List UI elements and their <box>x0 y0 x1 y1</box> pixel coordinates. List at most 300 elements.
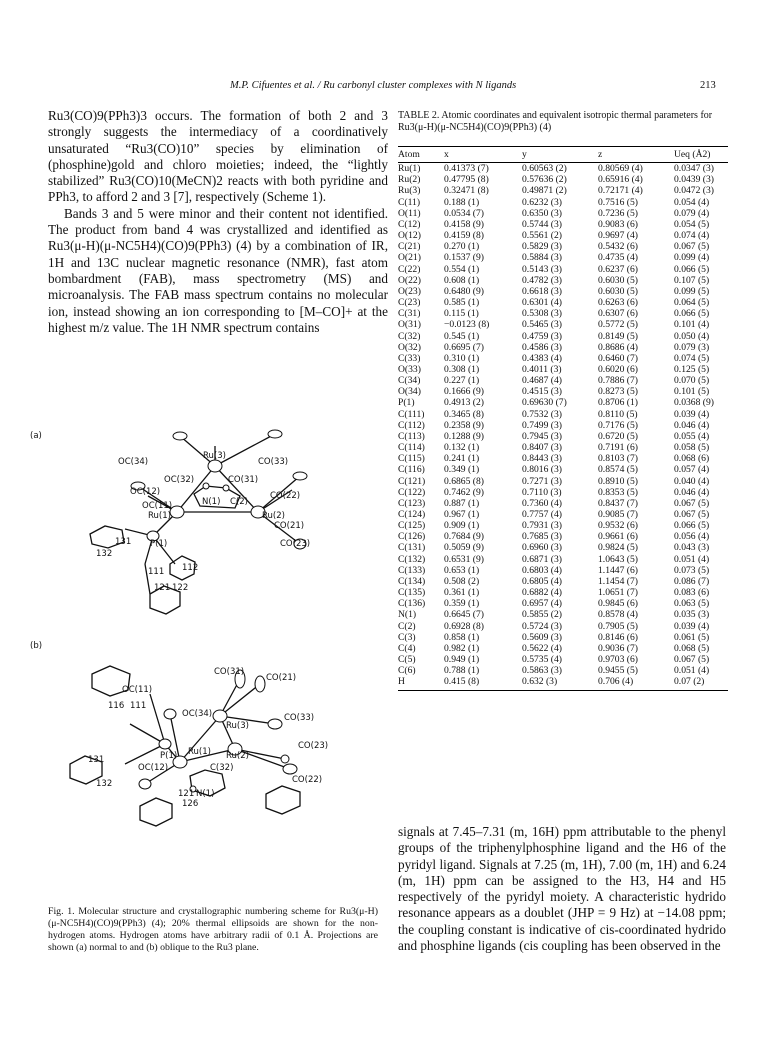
table-cell: 0.7757 (4) <box>522 509 562 520</box>
table-cell: 0.6237 (6) <box>598 263 638 275</box>
caption-text: Fig. 1. Molecular structure and crystallographic numbering scheme for Ru3(μ-H)(μ-NC5H4)(CO)9(PPh3) (4); 20% thermal ellipsoids are shown for the non-hydrogen atoms. Hydrogen atoms have arbitrary radii of 0.1 Å. Projections are shown (a) normal to and (b) oblique to the Ru3 plane. <box>48 906 378 953</box>
atom-label: OC(34) <box>118 457 149 467</box>
atom-label: Ru(2) <box>226 751 249 761</box>
atom-label: OC(12) <box>138 763 169 773</box>
atom-label: N(1) <box>196 789 215 799</box>
table-cell: 0.5308 (3) <box>522 308 562 320</box>
table-cell: 0.8146 (6) <box>598 631 638 643</box>
table-cell: C(4) <box>398 642 416 654</box>
table-cell: 0.1666 (9) <box>444 386 484 398</box>
table-cell: 0.4759 (3) <box>522 330 562 342</box>
table-cell: C(135) <box>398 587 426 599</box>
table-cell: 0.057 (4) <box>674 464 710 476</box>
table-cell: 0.7499 (3) <box>522 419 562 431</box>
table-cell: 0.5622 (4) <box>522 642 562 654</box>
table-cell: 0.6307 (6) <box>598 308 638 320</box>
table-cell: 0.9532 (6) <box>598 520 638 532</box>
table-cell: 0.8578 (4) <box>598 609 638 621</box>
table-cell: 0.125 (5) <box>674 363 710 375</box>
table-cell: 0.4158 (9) <box>444 218 484 230</box>
table-cell: 0.4735 (4) <box>598 252 638 264</box>
atom-label: CO(23) <box>298 741 329 751</box>
table-cell: 0.099 (5) <box>674 285 710 297</box>
table-cell: 0.1537 (9) <box>444 252 484 264</box>
table-cell: 0.8910 (5) <box>598 475 638 487</box>
table-row <box>398 397 728 408</box>
table-cell: 0.545 (1) <box>444 330 480 342</box>
atom-label: OC(12) <box>130 487 161 497</box>
column-header: y <box>522 147 598 163</box>
table-cell: 0.046 (4) <box>674 419 710 431</box>
atom-label: Ru(3) <box>203 451 226 461</box>
table-cell: 0.49871 (2) <box>522 185 567 197</box>
atom-label: 132 <box>96 779 113 789</box>
table-cell: 0.949 (1) <box>444 654 480 666</box>
atom-label: Ru(3) <box>226 721 249 731</box>
table-cell: 0.9845 (6) <box>598 598 638 610</box>
table-cell: 0.359 (1) <box>444 598 480 610</box>
table-cell: C(115) <box>398 453 425 465</box>
table-row <box>398 241 728 252</box>
table-cell: 0.099 (4) <box>674 252 710 264</box>
table-row <box>398 286 728 297</box>
table-row <box>398 476 728 487</box>
atom-label: 111 <box>148 567 165 577</box>
table-cell: 0.6301 (4) <box>522 297 562 309</box>
table-cell: 0.6871 (3) <box>522 553 562 565</box>
table-cell: 0.7236 (5) <box>598 207 638 219</box>
table-cell: 0.9085 (7) <box>598 509 638 520</box>
table-cell: 0.5829 (3) <box>522 241 562 253</box>
table-row <box>398 308 728 319</box>
atom-label: N(1) <box>202 497 221 507</box>
table-cell: 0.068 (6) <box>674 453 710 465</box>
atom-label: P(1) <box>150 539 168 549</box>
table-cell: O(11) <box>398 207 421 219</box>
table-cell: 0.6928 (8) <box>444 620 484 632</box>
table-cell: C(132) <box>398 553 426 565</box>
table-row <box>398 565 728 576</box>
table-cell: 0.227 (1) <box>444 375 480 387</box>
table-cell: 0.061 (5) <box>674 631 710 643</box>
atom-label: 131 <box>115 537 132 547</box>
table-cell: C(134) <box>398 575 426 587</box>
table-cell: 0.5561 (2) <box>522 230 562 242</box>
table-cell: 0.887 (1) <box>444 497 480 509</box>
table-cell: C(126) <box>398 531 426 543</box>
atom-label: OC(11) <box>122 685 153 695</box>
table-cell: 0.8407 (3) <box>522 442 562 454</box>
atom-label: 121 <box>178 789 195 799</box>
table-cell: 0.308 (1) <box>444 363 480 375</box>
table-row <box>398 609 728 620</box>
table-cell: 0.3465 (8) <box>444 408 484 420</box>
table-cell: C(123) <box>398 497 426 509</box>
panel-b-label: (b) <box>30 641 43 651</box>
table-cell: 0.32471 (8) <box>444 185 489 197</box>
table-row <box>398 665 728 676</box>
table-cell: 0.7360 (4) <box>522 497 562 509</box>
left-column-text <box>48 108 388 336</box>
figure-caption <box>48 906 378 954</box>
column-header: Ueq (Å2) <box>674 147 728 163</box>
table-row <box>398 197 728 208</box>
table-cell: 0.068 (5) <box>674 642 710 654</box>
table-cell: 0.57636 (2) <box>522 174 567 186</box>
table-cell: 0.8273 (5) <box>598 386 638 398</box>
table-cell: 0.6720 (5) <box>598 430 638 442</box>
table-cell: 0.9703 (6) <box>598 654 638 666</box>
table-cell: C(124) <box>398 509 426 520</box>
table-cell: C(33) <box>398 352 421 364</box>
table-cell: 0.083 (6) <box>674 587 710 599</box>
table-cell: 0.5059 (9) <box>444 542 484 554</box>
table-row <box>398 252 728 263</box>
atom-label: CO(21) <box>274 521 305 531</box>
table-cell: 0.5143 (3) <box>522 263 562 275</box>
table-row <box>398 297 728 308</box>
table-cell: 0.8353 (5) <box>598 486 638 498</box>
table-cell: O(21) <box>398 252 421 264</box>
table-row <box>398 576 728 587</box>
table-cell: 0.050 (4) <box>674 330 710 342</box>
table-cell: 0.7532 (3) <box>522 408 562 420</box>
table-row <box>398 654 728 665</box>
table-cell: C(116) <box>398 464 425 476</box>
paragraph: Bands 3 and 5 were minor and their content not identified. The product from band 4 was crystallized and identified as Ru3(μ-H)(μ-NC5H4)(CO)9(PPh3) (4) by a combination of IR, 1H and 13C nuclear magnetic resonance (NMR), fast atom bombardment (FAB), mass spectrometry (MS) and microanalysis. The FAB mass spectrum contains no molecular ion, instead showing an ion corresponding to [M–CO]+ at the highest m/z value. The 1H NMR spectrum contains <box>48 205 388 335</box>
atom-label: 116 <box>108 701 125 711</box>
page-number: 213 <box>700 80 716 91</box>
table-cell: 0.788 (1) <box>444 665 480 677</box>
table-cell: 0.039 (4) <box>674 408 710 420</box>
table-cell: 0.6645 (7) <box>444 609 484 621</box>
atom-label: 121 <box>154 583 171 593</box>
table-cell: 0.6263 (6) <box>598 297 638 309</box>
table-row <box>398 174 728 185</box>
table-row <box>398 409 728 420</box>
table-cell: 0.073 (5) <box>674 564 710 576</box>
table-cell: 1.1447 (6) <box>598 564 638 576</box>
table-cell: 0.054 (4) <box>674 196 710 208</box>
table-header-row <box>398 147 728 163</box>
table-cell: 0.6531 (9) <box>444 553 484 565</box>
table-cell: 0.5772 (5) <box>598 319 638 331</box>
table-cell: 0.8437 (7) <box>598 497 638 509</box>
table-row <box>398 676 728 690</box>
table-cell: 0.8149 (5) <box>598 330 638 342</box>
table-cell: 0.0347 (3) <box>674 163 714 175</box>
table-cell: 0.056 (4) <box>674 531 710 543</box>
table-cell: 0.508 (2) <box>444 575 480 587</box>
atom-label: CO(33) <box>284 713 315 723</box>
table-cell: 0.079 (3) <box>674 341 710 353</box>
table-row <box>398 531 728 542</box>
table-cell: 0.5863 (3) <box>522 665 562 677</box>
table-cell: 0.070 (5) <box>674 375 710 387</box>
table-row <box>398 342 728 353</box>
table-row <box>398 386 728 397</box>
table-cell: O(23) <box>398 285 421 297</box>
table-cell: 0.5855 (2) <box>522 609 562 621</box>
table-cell: O(34) <box>398 386 421 398</box>
column-header: x <box>444 147 522 163</box>
table-caption: TABLE 2. Atomic coordinates and equivalent isotropic thermal parameters for Ru3(μ-H)(μ-NC5H4)(CO)9(PPh3) (4) <box>398 110 713 133</box>
table-cell: 0.107 (5) <box>674 274 710 286</box>
table-cell: 0.086 (7) <box>674 575 710 587</box>
table-cell: 0.361 (1) <box>444 587 480 599</box>
table-cell: −0.0123 (8) <box>444 319 490 331</box>
table-cell: O(22) <box>398 274 421 286</box>
table-cell: 0.4782 (3) <box>522 274 562 286</box>
table-row <box>398 219 728 230</box>
table-cell: 0.7886 (7) <box>598 375 638 387</box>
paragraph: signals at 7.45–7.31 (m, 16H) ppm attributable to the phenyl groups of the triphenylphosphine ligand and the H6 of the pyridyl ligand. Signals at 7.25 (m, 1H), 7.00 (m, 1H) and 6.24 (m, 1H) ppm can be assigned to the H3, H4 and H5 respectively of the pyridyl moiety. A characteristic hydrido resonance appears as a doublet (JHP = 9 Hz) at −14.08 ppm; the coupling constant is indicative of cis-coordinated hydrido and phosphine ligands (cis coupling has been observed in the <box>398 824 726 954</box>
table-cell: 0.6957 (4) <box>522 598 562 610</box>
table-cell: H <box>398 676 444 690</box>
table-cell: 0.6030 (5) <box>598 274 638 286</box>
atom-label: CO(22) <box>292 775 323 785</box>
atom-label: OC(11) <box>142 501 173 511</box>
table-row <box>398 230 728 241</box>
table-cell: 0.4515 (3) <box>522 386 562 398</box>
table-row <box>398 520 728 531</box>
table-cell: 0.7684 (9) <box>444 531 484 543</box>
table-cell: 1.1454 (7) <box>598 575 638 587</box>
table-row <box>398 643 728 654</box>
table-cell: 0.079 (4) <box>674 207 710 219</box>
table-cell: C(31) <box>398 308 421 320</box>
table-cell: 0.051 (4) <box>674 553 710 565</box>
table-cell: 0.967 (1) <box>444 509 480 520</box>
table-cell: 0.909 (1) <box>444 520 480 532</box>
table-cell: 0.4011 (3) <box>522 363 562 375</box>
table-cell: 0.5465 (3) <box>522 319 562 331</box>
table-cell: 0.65916 (4) <box>598 174 643 186</box>
table-row <box>398 453 728 464</box>
coordinates-table <box>398 146 728 691</box>
table-cell: N(1) <box>398 609 417 621</box>
table-cell: 0.7191 (6) <box>598 442 638 454</box>
table-cell: C(21) <box>398 241 421 253</box>
table-cell: 0.6030 (5) <box>598 285 638 297</box>
table-cell: O(12) <box>398 230 421 242</box>
atom-label: Ru(1) <box>188 747 211 757</box>
table-cell: 0.4383 (4) <box>522 352 562 364</box>
table-cell: 0.4687 (4) <box>522 375 562 387</box>
table-cell: 0.8706 (1) <box>598 397 638 409</box>
table-row <box>398 331 728 342</box>
table-cell: 0.7685 (3) <box>522 531 562 543</box>
table-cell: C(23) <box>398 297 421 309</box>
page-header <box>0 80 776 96</box>
table-cell: 0.7271 (3) <box>522 475 562 487</box>
table-cell: 0.72171 (4) <box>598 185 643 197</box>
table-cell: 1.0651 (7) <box>598 587 638 599</box>
table-cell: C(113) <box>398 430 425 442</box>
table-cell: 0.063 (5) <box>674 598 710 610</box>
table-row <box>398 375 728 386</box>
table-cell: 0.6618 (3) <box>522 285 562 297</box>
table-cell: C(6) <box>398 665 416 677</box>
table-cell: 0.8103 (7) <box>598 453 638 465</box>
table-row <box>398 621 728 632</box>
table-cell: 0.5735 (4) <box>522 654 562 666</box>
table-cell: 0.6865 (8) <box>444 475 484 487</box>
table-cell: C(136) <box>398 598 426 610</box>
atom-label: 131 <box>88 755 105 765</box>
table-cell: 0.41373 (7) <box>444 163 489 175</box>
table-cell: 0.066 (5) <box>674 520 710 532</box>
table-cell: 0.7176 (5) <box>598 419 638 431</box>
table-cell: 0.066 (5) <box>674 263 710 275</box>
table-cell: C(122) <box>398 486 426 498</box>
table-cell: 0.6803 (4) <box>522 564 562 576</box>
table-cell: 0.4586 (3) <box>522 341 562 353</box>
table-cell: 0.349 (1) <box>444 464 480 476</box>
table-cell: 1.0643 (5) <box>598 553 638 565</box>
table-cell: 0.035 (3) <box>674 609 710 621</box>
paragraph: Ru3(CO)9(PPh3)3 occurs. The formation of both 2 and 3 strongly suggests the intermediacy of a coordinatively unsaturated “Ru3(CO)10” species by elimination of (phosphine)gold and chloro moieties; indeed, the “lightly stabilized” Ru3(CO)10(MeCN)2 reacts with both pyridine and PPh3, to afford 2 and 3 [7], respectively (Scheme 1). <box>48 108 388 205</box>
table-cell: C(34) <box>398 375 421 387</box>
table-cell: 0.066 (5) <box>674 308 710 320</box>
table-cell: 0.115 (1) <box>444 308 479 320</box>
table-cell: Ru(3) <box>398 185 421 197</box>
table-cell: 0.0472 (3) <box>674 185 714 197</box>
atom-label: CO(31) <box>214 667 245 677</box>
atom-label: Ru(1) <box>148 511 171 521</box>
atom-label: Ru(2) <box>262 511 285 521</box>
table-cell: 0.101 (4) <box>674 319 710 331</box>
table-cell: 0.0439 (3) <box>674 174 714 186</box>
table-cell: Ru(2) <box>398 174 421 186</box>
table-cell: 0.9083 (6) <box>598 218 638 230</box>
table-cell: 0.982 (1) <box>444 642 480 654</box>
table-cell: C(11) <box>398 196 421 208</box>
table-row <box>398 442 728 453</box>
table-cell: 0.7516 (5) <box>598 196 638 208</box>
table-cell: C(131) <box>398 542 426 554</box>
atom-label: CO(33) <box>258 457 289 467</box>
table-cell: 0.039 (4) <box>674 620 710 632</box>
atom-label: 132 <box>96 549 113 559</box>
table-cell: 0.2358 (9) <box>444 419 484 431</box>
table-cell: C(121) <box>398 475 426 487</box>
table-cell: 0.5432 (6) <box>598 241 638 253</box>
atom-label: 111 <box>130 701 147 711</box>
table-cell: 0.051 (4) <box>674 665 710 677</box>
table-row <box>398 364 728 375</box>
table-cell: 0.8686 (4) <box>598 341 638 353</box>
table-cell: 0.4159 (8) <box>444 230 484 242</box>
table-cell: 0.7462 (9) <box>444 486 484 498</box>
table-cell: 0.6480 (9) <box>444 285 484 297</box>
table-cell: 0.241 (1) <box>444 453 480 465</box>
table-cell: 0.5744 (3) <box>522 218 562 230</box>
table-cell: 0.5609 (3) <box>522 631 562 643</box>
table-cell: O(31) <box>398 319 421 331</box>
table-cell: 0.8016 (3) <box>522 464 562 476</box>
table-cell: 0.554 (1) <box>444 263 480 275</box>
table-cell: C(125) <box>398 520 426 532</box>
atom-label: CO(31) <box>228 475 259 485</box>
table-cell: C(112) <box>398 419 425 431</box>
table-cell: 0.585 (1) <box>444 297 480 309</box>
table-cell: 0.074 (4) <box>674 230 710 242</box>
table-cell: 0.040 (4) <box>674 475 710 487</box>
table-cell: 0.07 (2) <box>674 676 728 690</box>
table-cell: 0.9661 (6) <box>598 531 638 543</box>
table-cell: C(111) <box>398 408 425 420</box>
table-cell: 0.6460 (7) <box>598 352 638 364</box>
column-header: Atom <box>398 147 444 163</box>
table-cell: C(3) <box>398 631 416 643</box>
table-row <box>398 464 728 475</box>
table-cell: 0.608 (1) <box>444 274 480 286</box>
table-cell: 0.7931 (3) <box>522 520 562 532</box>
table-cell: 0.0534 (7) <box>444 207 484 219</box>
table-row <box>398 431 728 442</box>
panel-a-atom-labels <box>96 451 310 593</box>
panel-b-atom-labels <box>88 667 328 809</box>
table-cell: 0.9455 (5) <box>598 665 638 677</box>
atom-label: CO(21) <box>266 673 297 683</box>
table-cell: 0.7905 (5) <box>598 620 638 632</box>
table-row <box>398 498 728 509</box>
table-cell: C(5) <box>398 654 416 666</box>
table-cell: 0.046 (4) <box>674 486 710 498</box>
atom-label: 122 <box>172 583 189 593</box>
table-cell: 0.6020 (6) <box>598 363 638 375</box>
table-row <box>398 275 728 286</box>
table-cell: 0.858 (1) <box>444 631 480 643</box>
table-cell: 0.5724 (3) <box>522 620 562 632</box>
table-cell: 0.270 (1) <box>444 241 480 253</box>
table-row <box>398 598 728 609</box>
molecular-structure-figure <box>30 424 380 854</box>
table-cell: 0.1288 (9) <box>444 430 484 442</box>
table-cell: 0.132 (1) <box>444 442 480 454</box>
column-header: z <box>598 147 674 163</box>
table-cell: 0.058 (5) <box>674 442 710 454</box>
table-cell: 0.310 (1) <box>444 352 480 364</box>
table-cell: P(1) <box>398 397 415 409</box>
table-cell: O(33) <box>398 363 421 375</box>
atom-label: C(2) <box>230 497 248 507</box>
atom-label: CO(23) <box>280 539 311 549</box>
table-cell: 0.6695 (7) <box>444 341 484 353</box>
table-cell: 0.415 (8) <box>444 676 522 690</box>
table-cell: 0.6882 (4) <box>522 587 562 599</box>
table-cell: 0.101 (5) <box>674 386 710 398</box>
table-cell: 0.067 (5) <box>674 509 710 520</box>
table-cell: Ru(1) <box>398 163 421 175</box>
table-cell: 0.4913 (2) <box>444 397 484 409</box>
table-cell: 0.0368 (9) <box>674 397 714 409</box>
table-cell: 0.7945 (3) <box>522 430 562 442</box>
table-cell: 0.60563 (2) <box>522 163 567 175</box>
panel-a-label: (a) <box>30 431 42 441</box>
table-row <box>398 542 728 553</box>
table-cell: 0.7110 (3) <box>522 486 562 498</box>
table-cell: 0.5884 (3) <box>522 252 562 264</box>
table-row <box>398 208 728 219</box>
table-cell: 0.632 (3) <box>522 676 598 690</box>
table-row <box>398 185 728 196</box>
table-cell: 0.188 (1) <box>444 196 480 208</box>
table-cell: C(12) <box>398 218 421 230</box>
table-cell: 0.80569 (4) <box>598 163 643 175</box>
atom-label: C(32) <box>210 763 234 773</box>
